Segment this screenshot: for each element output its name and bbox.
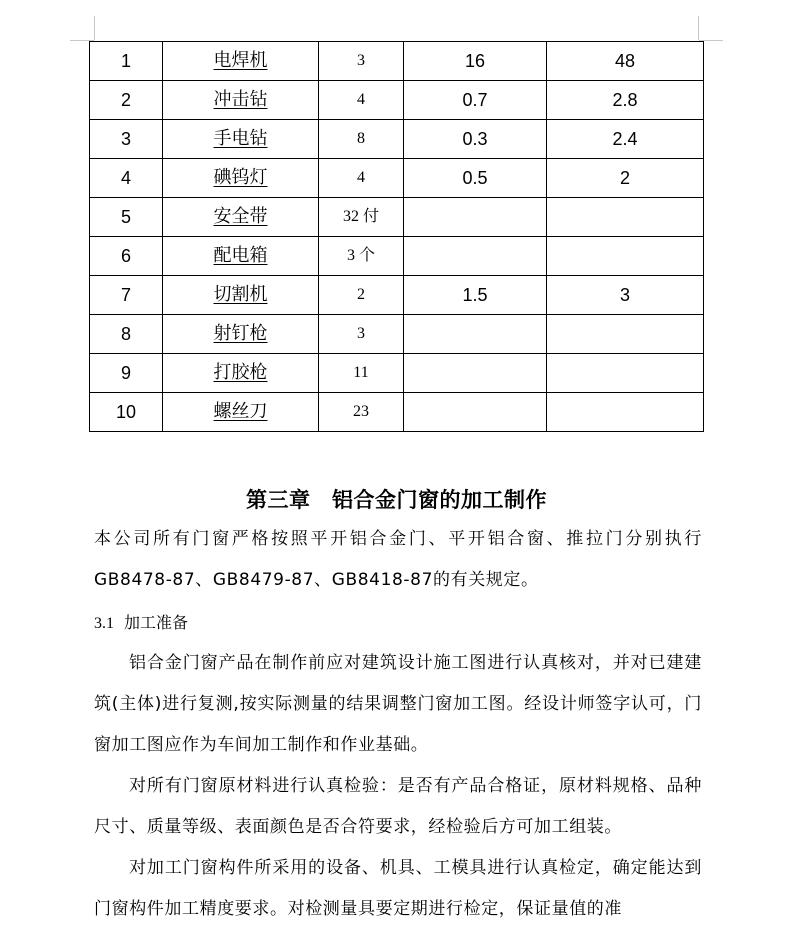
quantity: 4 xyxy=(319,159,404,198)
body-paragraph: 铝合金门窗产品在制作前应对建筑设计施工图进行认真核对，并对已建建筑(主体)进行复测,按实际测量的结果调整门窗加工图。经设计师签字认可，门窗加工图应作为车间加工制作和作业基础。 xyxy=(94,653,702,755)
margin-mark xyxy=(94,16,95,40)
row-number: 9 xyxy=(90,354,163,393)
total-power xyxy=(547,393,704,432)
row-number: 7 xyxy=(90,276,163,315)
unit-power: 0.5 xyxy=(404,159,547,198)
margin-mark xyxy=(698,16,699,40)
total-power xyxy=(547,354,704,393)
table-row xyxy=(90,315,704,354)
row-number: 6 xyxy=(90,237,163,276)
total-power: 2 xyxy=(547,159,704,198)
total-power: 48 xyxy=(547,42,704,81)
equipment-name: 切割机 xyxy=(163,276,319,315)
total-power xyxy=(547,315,704,354)
unit-power: 1.5 xyxy=(404,276,547,315)
table-row xyxy=(90,198,704,237)
table-row xyxy=(90,120,704,159)
unit-power xyxy=(404,237,547,276)
row-number: 10 xyxy=(90,393,163,432)
table-row xyxy=(90,354,704,393)
equipment-table xyxy=(89,41,704,432)
unit-power xyxy=(404,315,547,354)
row-number: 1 xyxy=(90,42,163,81)
equipment-name: 螺丝刀 xyxy=(163,393,319,432)
quantity: 3 个 xyxy=(319,237,404,276)
equipment-name: 电焊机 xyxy=(163,42,319,81)
chapter-title: 第三章 铝合金门窗的加工制作 xyxy=(246,488,547,512)
unit-power xyxy=(404,354,547,393)
row-number: 4 xyxy=(90,159,163,198)
unit-power: 0.3 xyxy=(404,120,547,159)
equipment-name: 配电箱 xyxy=(163,237,319,276)
quantity: 11 xyxy=(319,354,404,393)
quantity: 3 xyxy=(319,315,404,354)
quantity: 2 xyxy=(319,276,404,315)
quantity: 4 xyxy=(319,81,404,120)
unit-power: 0.7 xyxy=(404,81,547,120)
quantity: 8 xyxy=(319,120,404,159)
table-row xyxy=(90,81,704,120)
table-row xyxy=(90,393,704,432)
body-paragraph: 对所有门窗原材料进行认真检验：是否有产品合格证，原材料规格、品种尺寸、质量等级、表面颜色是否合符要求，经检验后方可加工组装。 xyxy=(94,776,702,837)
unit-power xyxy=(404,393,547,432)
quantity: 3 xyxy=(319,42,404,81)
row-number: 2 xyxy=(90,81,163,120)
equipment-name: 安全带 xyxy=(163,198,319,237)
equipment-name: 射钉枪 xyxy=(163,315,319,354)
unit-power xyxy=(404,198,547,237)
table-row xyxy=(90,237,704,276)
equipment-name: 冲击钻 xyxy=(163,81,319,120)
table-row xyxy=(90,276,704,315)
total-power xyxy=(547,237,704,276)
section-heading xyxy=(94,606,188,641)
total-power: 2.4 xyxy=(547,120,704,159)
unit-power: 16 xyxy=(404,42,547,81)
equipment-name: 碘钨灯 xyxy=(163,159,319,198)
table-row xyxy=(90,42,704,81)
row-number: 3 xyxy=(90,120,163,159)
section-title: 加工准备 xyxy=(124,613,189,632)
table-row xyxy=(90,159,704,198)
total-power: 3 xyxy=(547,276,704,315)
quantity: 32 付 xyxy=(319,198,404,237)
total-power xyxy=(547,198,704,237)
total-power: 2.8 xyxy=(547,81,704,120)
intro-paragraph: 本公司所有门窗严格按照平开铝合金门、平开铝合窗、推拉门分别执行GB8478-87、GB8479-87、GB8418-87的有关规定。 xyxy=(94,529,702,590)
equipment-name: 手电钻 xyxy=(163,120,319,159)
quantity: 23 xyxy=(319,393,404,432)
equipment-name: 打胶枪 xyxy=(163,354,319,393)
section-number: 3.1 xyxy=(94,615,114,632)
equipment-table-body xyxy=(90,42,704,432)
row-number: 5 xyxy=(90,198,163,237)
row-number: 8 xyxy=(90,315,163,354)
body-paragraph: 对加工门窗构件所采用的设备、机具、工模具进行认真检定，确定能达到门窗构件加工精度要求。对检测量具要定期进行检定，保证量值的准 xyxy=(94,858,702,919)
